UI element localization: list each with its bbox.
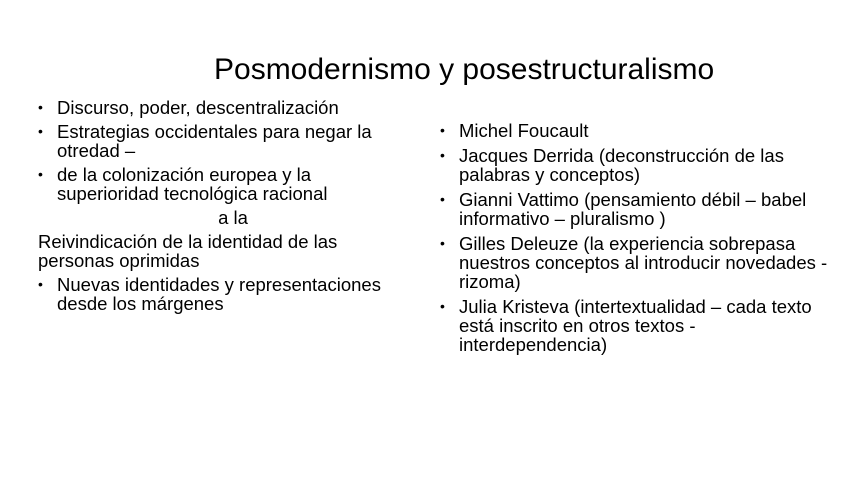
left-bullet-item (38, 275, 398, 313)
left-bullet-text: Nuevas identidades y representaciones desde los márgenes (57, 274, 381, 314)
bullet-marker: • (38, 166, 43, 182)
bullet-marker: • (440, 147, 445, 163)
right-bullet-text: Jacques Derrida (deconstrucción de las palabras y conceptos) (459, 145, 784, 185)
bullet-marker: • (440, 298, 445, 314)
left-bullet-item (38, 165, 398, 203)
left-plain-text: Reivindicación de la identidad de las personas oprimidas (38, 231, 338, 271)
bullet-marker: • (440, 122, 445, 138)
left-bullet-item (38, 122, 398, 160)
right-bullet-item (440, 190, 830, 228)
bullet-marker: • (38, 99, 43, 115)
right-bullet-text: Gianni Vattimo (pensamiento débil – babel informativo – pluralismo ) (459, 189, 807, 229)
bullet-marker: • (38, 123, 43, 139)
right-column (440, 121, 830, 360)
bullet-marker: • (440, 235, 445, 251)
left-bullet-text: de la colonización europea y la superioridad tecnológica racional (57, 164, 328, 204)
left-center-text: a la (218, 207, 248, 228)
left-bullet-text: Estrategias occidentales para negar la otredad – (57, 121, 372, 161)
right-bullet-item (440, 146, 830, 184)
bullet-marker: • (38, 276, 43, 292)
bullet-marker: • (440, 191, 445, 207)
right-bullet-item (440, 234, 830, 291)
right-bullet-text: Michel Foucault (459, 120, 589, 141)
right-bullet-text: Julia Kristeva (intertextualidad – cada texto está inscrito en otros textos - interdependencia) (459, 296, 812, 355)
left-bullet-text: Discurso, poder, descentralización (57, 97, 339, 118)
right-bullet-item (440, 121, 830, 140)
right-bullet-text: Gilles Deleuze (la experiencia sobrepasa nuestros conceptos al introducir novedades - rizoma) (459, 233, 828, 292)
slide-title: Posmodernismo y posestructuralismo (214, 53, 715, 86)
left-bullet-item (38, 98, 398, 117)
right-bullet-item (440, 297, 830, 354)
left-column (38, 98, 398, 318)
